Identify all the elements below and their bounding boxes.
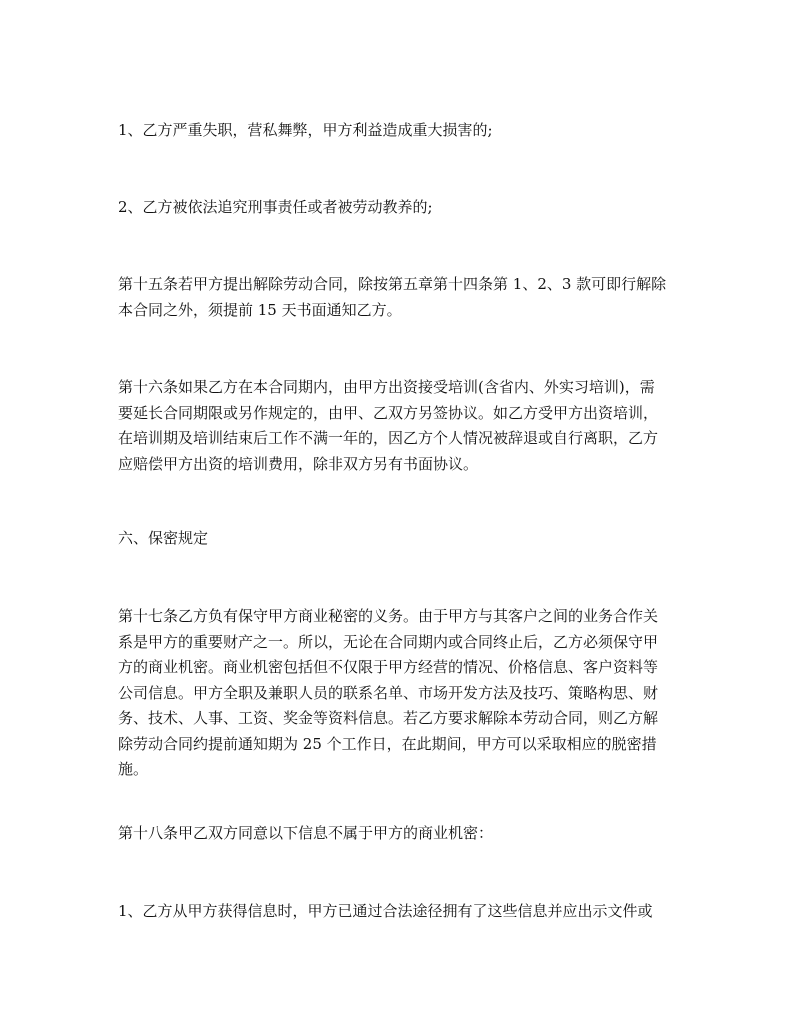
text-line: 2、乙方被依法追究刑事责任或者被劳动教养的;: [118, 198, 433, 216]
clause-item-2-criminal-liability: [118, 195, 678, 221]
article-16-paragraph: [118, 375, 678, 477]
text-line: 施。: [118, 760, 149, 778]
text-line: 在培训期及培训结束后工作不满一年的，因乙方个人情况被辞退或自行离职，乙方: [118, 429, 659, 447]
article-17-paragraph: [118, 604, 678, 783]
text-line: 第十七条乙方负有保守甲方商业秘密的义务。由于甲方与其客户之间的业务合作关: [118, 607, 659, 625]
section-heading-confidentiality: [118, 526, 678, 552]
text-line: 除劳动合同约提前通知期为 25 个工作日，在此期间，甲方可以采取相应的脱密措: [118, 734, 657, 753]
clause-item-1-gross-negligence: [118, 118, 678, 144]
article-15-paragraph: [118, 272, 678, 323]
text-line: 应赔偿甲方出资的培训费用，除非双方另有书面协议。: [118, 454, 479, 473]
text-line: 系是甲方的重要财产之一。所以，无论在合同期内或合同终止后，乙方必须保守甲: [118, 632, 659, 651]
text-line: 第十六条如果乙方在本合同期内，由甲方出资接受培训(含省内、外实习培训)，需: [118, 378, 655, 396]
text-line: 公司信息。甲方全职及兼职人员的联系名单、市场开发方法及技巧、策略构思、财: [118, 683, 659, 702]
text-line: 第十八条甲乙双方同意以下信息不属于甲方的商业机密：: [118, 824, 494, 842]
text-line: 六、保密规定: [118, 529, 209, 547]
text-line: 务、技术、人事、工资、奖金等资料信息。若乙方要求解除本劳动合同，则乙方解: [118, 709, 659, 727]
article-18-paragraph: [118, 821, 678, 847]
text-line: 方的商业机密。商业机密包括但不仅限于甲方经营的情况、价格信息、客户资料等: [118, 658, 659, 676]
text-line: 1、乙方严重失职，营私舞弊，甲方利益造成重大损害的;: [118, 121, 493, 139]
text-line: 要延长合同期限或另作规定的，由甲、乙双方另签协议。如乙方受甲方出资培训，: [118, 403, 659, 422]
text-line: 第十五条若甲方提出解除劳动合同，除按第五章第十四条第 1、2、3 款可即行解除: [118, 275, 667, 293]
text-line: 1、乙方从甲方获得信息时，甲方已通过合法途径拥有了这些信息并应出示文件或: [118, 902, 653, 920]
clause-item-1-prior-possession: [118, 899, 678, 925]
text-line: 本合同之外，须提前 15 天书面通知乙方。: [118, 300, 402, 319]
